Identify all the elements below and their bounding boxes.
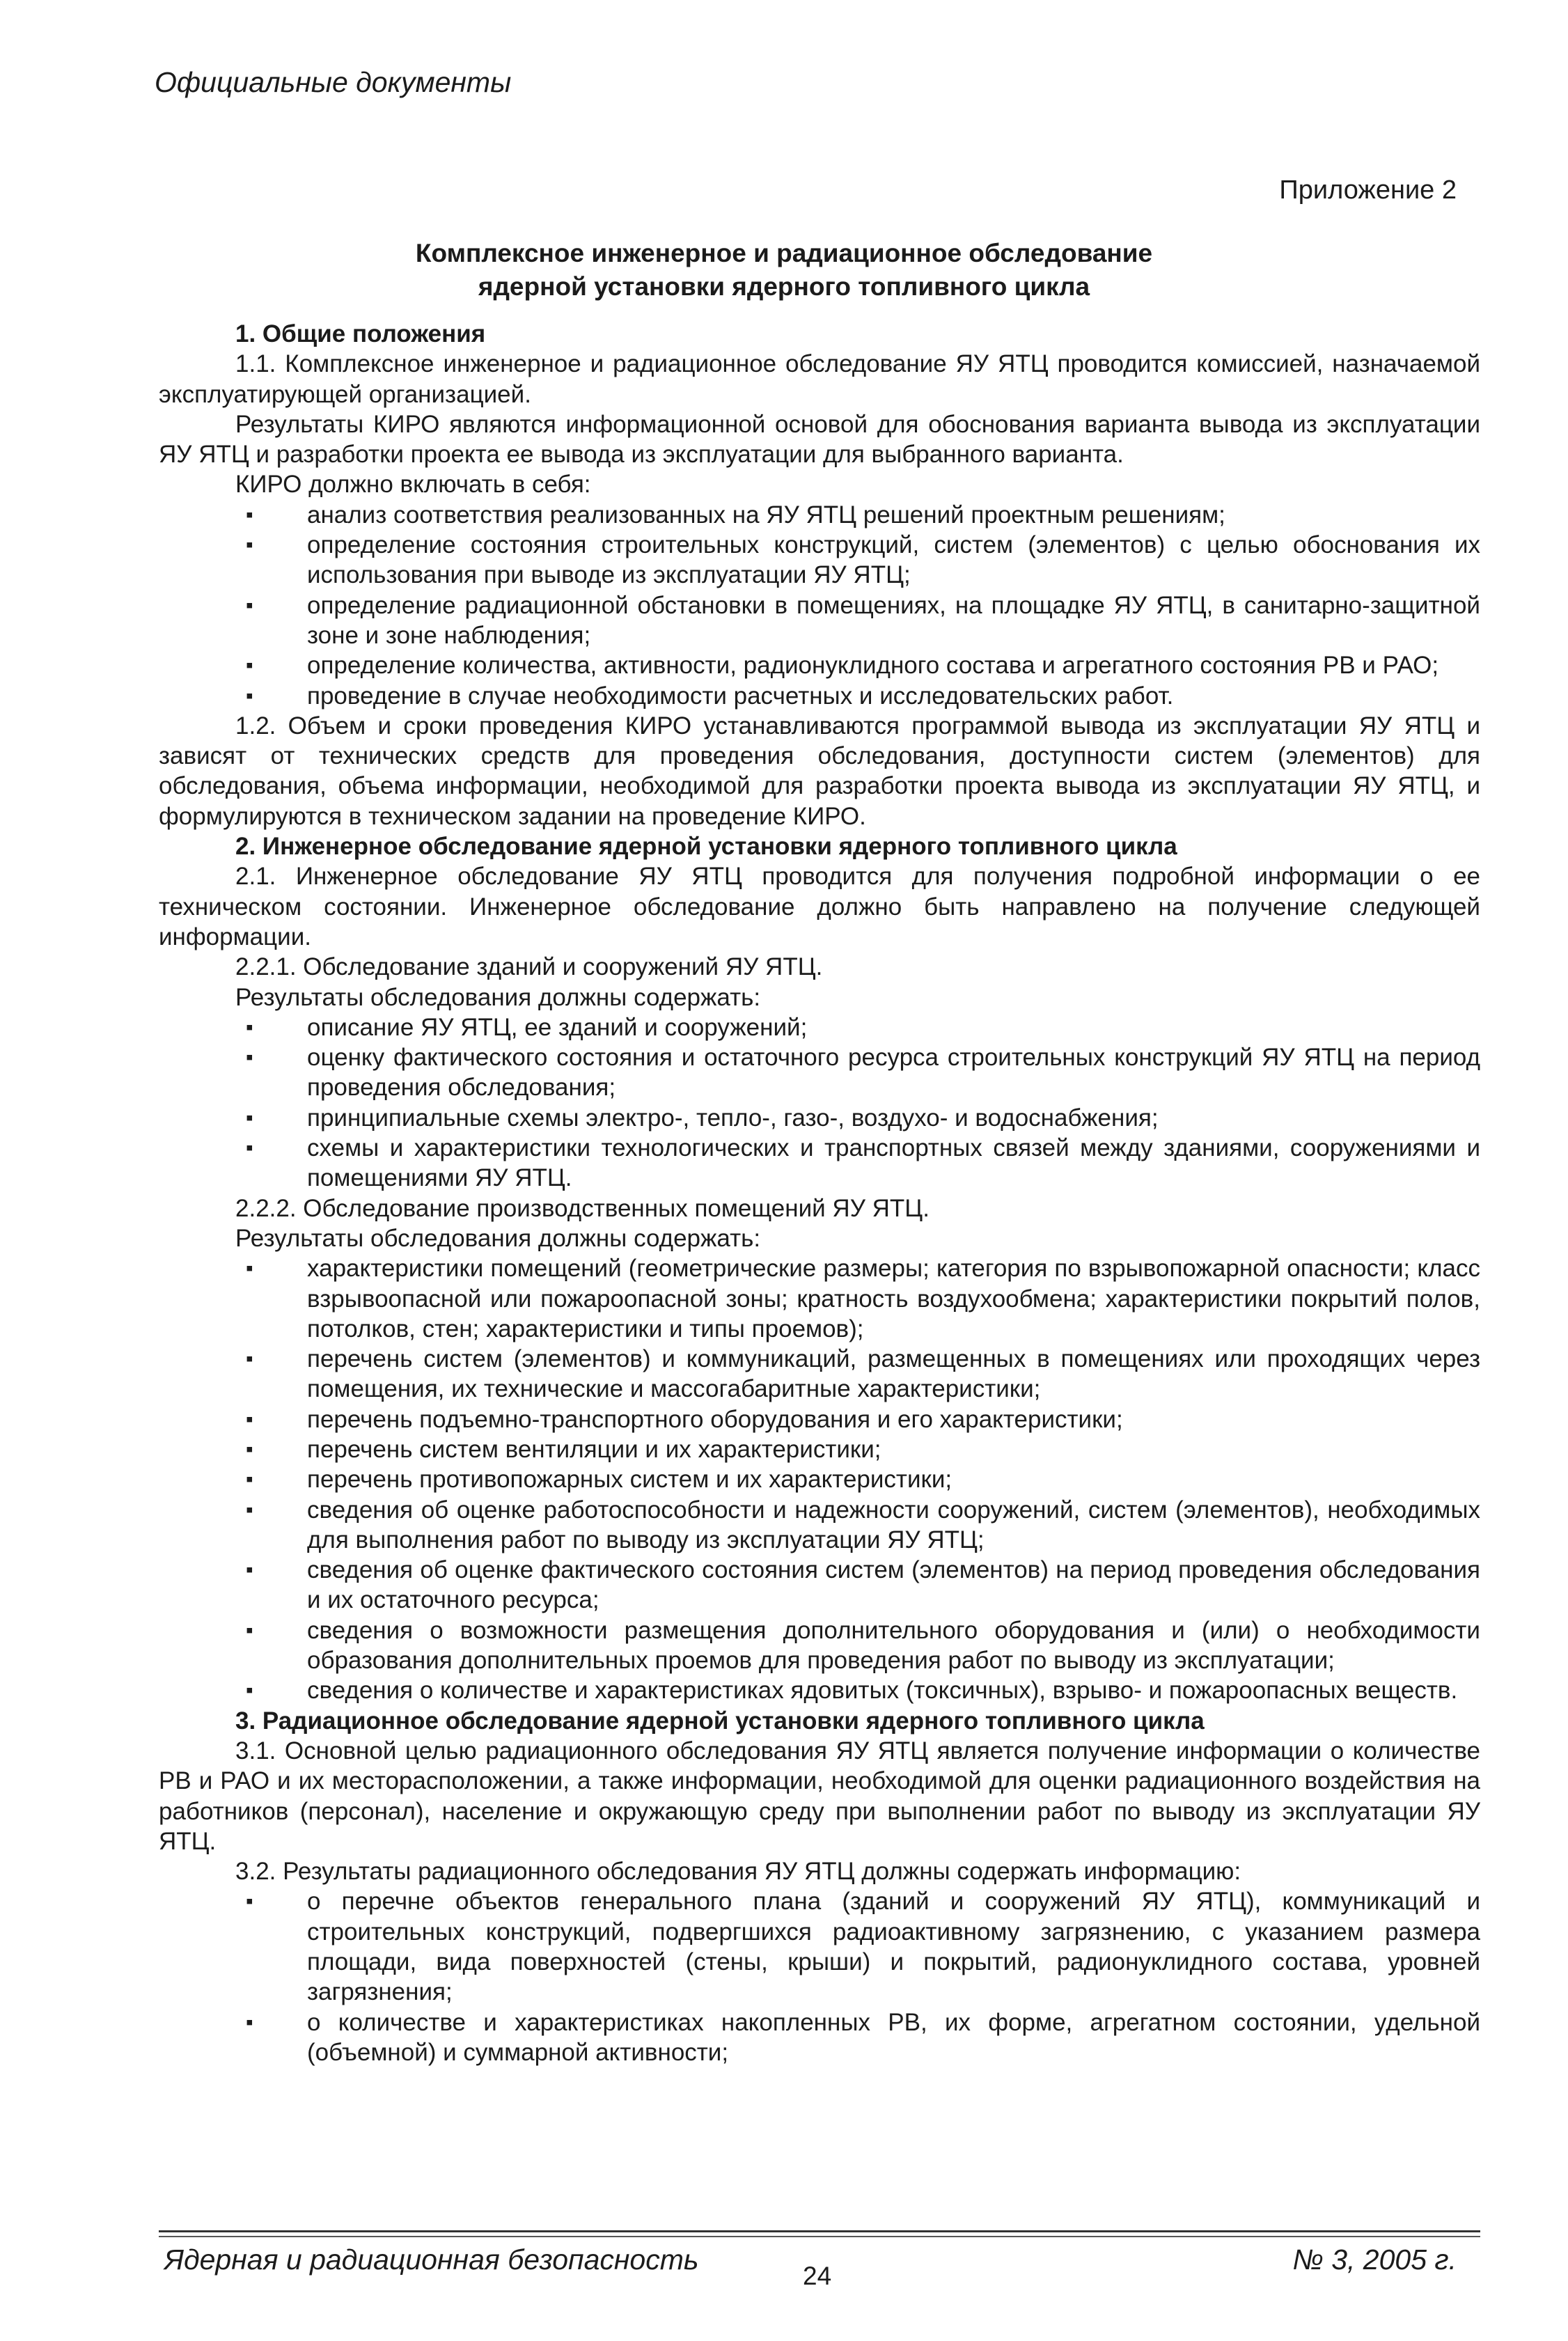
title-line-2: ядерной установки ядерного топливного цикла: [478, 272, 1090, 301]
journal-title: Ядерная и радиационная безопасность: [164, 2244, 699, 2276]
paragraph: 1.2. Объем и сроки проведения КИРО устанавливаются программой вывода из эксплуатации ЯУ ЯТЦ и зависят от технических средств для проведения обследования, доступности систем (элементов) для обследования, объема информации, необходимой для разработки проекта вывода из эксплуатации ЯУ ЯТЦ, и формулируются в техническом задании на проведение КИРО.: [159, 712, 1480, 830]
section-2-heading: 2. Инженерное обследование ядерной установки ядерного топливного цикла: [235, 833, 1177, 861]
running-header: Официальные документы: [155, 66, 512, 98]
bullet-list: [159, 1886, 1480, 2067]
list-item: ▪ сведения об оценке фактического состояния систем (элементов) на период проведения обследования и их остаточного ресурса;: [307, 1555, 1480, 1615]
list-item: ▪ сведения о возможности размещения дополнительного оборудования и (или) о необходимости образования дополнительных проемов для проведения работ по выводу из эксплуатации;: [307, 1615, 1480, 1676]
list-item: ▪ принципиальные схемы электро-, тепло-, газо-, воздухо- и водоснабжения;: [307, 1103, 1480, 1133]
title-line-1: Комплексное инженерное и радиационное обследование: [415, 239, 1153, 267]
list-item: ▪ перечень систем вентиляции и их характеристики;: [307, 1434, 1480, 1464]
paragraph: Результаты обследования должны содержать:: [235, 1224, 761, 1252]
list-item: ▪ оценку фактического состояния и остаточного ресурса строительных конструкций ЯУ ЯТЦ на период проведения обследования;: [307, 1042, 1480, 1103]
list-item: ▪ определение количества, активности, радионуклидного состава и агрегатного состояния РВ и РАО;: [307, 650, 1480, 680]
bullet-list: [159, 1012, 1480, 1193]
section-3-heading: 3. Радиационное обследование ядерной установки ядерного топливного цикла: [235, 1707, 1205, 1735]
paragraph: 2.2.1. Обследование зданий и сооружений ЯУ ЯТЦ.: [235, 953, 823, 981]
paragraph: 2.1. Инженерное обследование ЯУ ЯТЦ проводится для получения подробной информации о ее техническом состоянии. Инженерное обследование должно быть направлено на получение следующей информации.: [159, 863, 1480, 950]
list-item: ▪ сведения об оценке работоспособности и надежности сооружений, систем (элементов), необходимых для выполнения работ по выводу из эксплуатации ЯУ ЯТЦ;: [307, 1495, 1480, 1556]
list-item: ▪ перечень противопожарных систем и их характеристики;: [307, 1464, 1480, 1494]
paragraph: КИРО должно включать в себя:: [235, 471, 591, 499]
bullet-list: [159, 500, 1480, 711]
list-item: ▪ схемы и характеристики технологических и транспортных связей между зданиями, сооружениями и помещениями ЯУ ЯТЦ.: [307, 1133, 1480, 1193]
paragraph: 3.1. Основной целью радиационного обследования ЯУ ЯТЦ является получение информации о количестве РВ и РАО и их месторасположении, а также информации, необходимой для оценки радиационного воздействия на работников (персонал), население и окружающую среду при выполнении работ по выводу из эксплуатации ЯУ ЯТЦ.: [159, 1737, 1480, 1855]
paragraph: 3.2. Результаты радиационного обследования ЯУ ЯТЦ должны содержать информацию:: [235, 1858, 1241, 1886]
list-item: ▪ о количестве и характеристиках накопленных РВ, их форме, агрегатном состоянии, удельной (объемной) и суммарной активности;: [307, 2007, 1480, 2068]
list-item: ▪ характеристики помещений (геометрические размеры; категория по взрывопожарной опасности; класс взрывоопасной или пожароопасной зоны; кратность воздухообмена; характеристики покрытий полов, потолков, стен; характеристики и типы проемов);: [307, 1253, 1480, 1344]
paragraph: Результаты КИРО являются информационной основой для обоснования варианта вывода из эксплуатации ЯУ ЯТЦ и разработки проекта ее вывода из эксплуатации для выбранного варианта.: [159, 410, 1480, 469]
issue-number: № 3, 2005 г.: [1292, 2244, 1457, 2276]
list-item: ▪ описание ЯУ ЯТЦ, ее зданий и сооружений;: [307, 1012, 1480, 1042]
footer-divider: [159, 2230, 1480, 2232]
list-item: ▪ перечень подъемно-транспортного оборудования и его характеристики;: [307, 1404, 1480, 1434]
document-body: [159, 319, 1480, 2067]
appendix-label: Приложение 2: [1279, 175, 1457, 205]
list-item: ▪ анализ соответствия реализованных на ЯУ ЯТЦ решений проектным решениям;: [307, 500, 1480, 530]
list-item: ▪ сведения о количестве и характеристиках ядовитых (токсичных), взрыво- и пожароопасных веществ.: [307, 1675, 1480, 1705]
document-title: [0, 237, 1568, 304]
paragraph: 2.2.2. Обследование производственных помещений ЯУ ЯТЦ.: [235, 1194, 930, 1222]
list-item: ▪ определение состояния строительных конструкций, систем (элементов) с целью обоснования их использования при выводе из эксплуатации ЯУ ЯТЦ;: [307, 530, 1480, 590]
footer-divider-thin: [159, 2236, 1480, 2237]
bullet-list: [159, 1253, 1480, 1705]
list-item: ▪ перечень систем (элементов) и коммуникаций, размещенных в помещениях или проходящих через помещения, их технические и массогабаритные характеристики;: [307, 1344, 1480, 1404]
paragraph: Результаты обследования должны содержать:: [235, 983, 761, 1011]
paragraph: 1.1. Комплексное инженерное и радиационное обследование ЯУ ЯТЦ проводится комиссией, назначаемой эксплуатирующей организацией.: [159, 350, 1480, 408]
list-item: ▪ определение радиационной обстановки в помещениях, на площадке ЯУ ЯТЦ, в санитарно-защитной зоне и зоне наблюдения;: [307, 590, 1480, 651]
section-1-heading: 1. Общие положения: [235, 320, 486, 347]
list-item: ▪ о перечне объектов генерального плана (зданий и сооружений ЯУ ЯТЦ), коммуникаций и строительных конструкций, подвергшихся радиоактивному загрязнению, с указанием размера площади, вида поверхностей (стены, крыши) и покрытий, радионуклидного состава, уровней загрязнения;: [307, 1886, 1480, 2007]
list-item: ▪ проведение в случае необходимости расчетных и исследовательских работ.: [307, 681, 1480, 711]
page-number: 24: [803, 2262, 832, 2290]
